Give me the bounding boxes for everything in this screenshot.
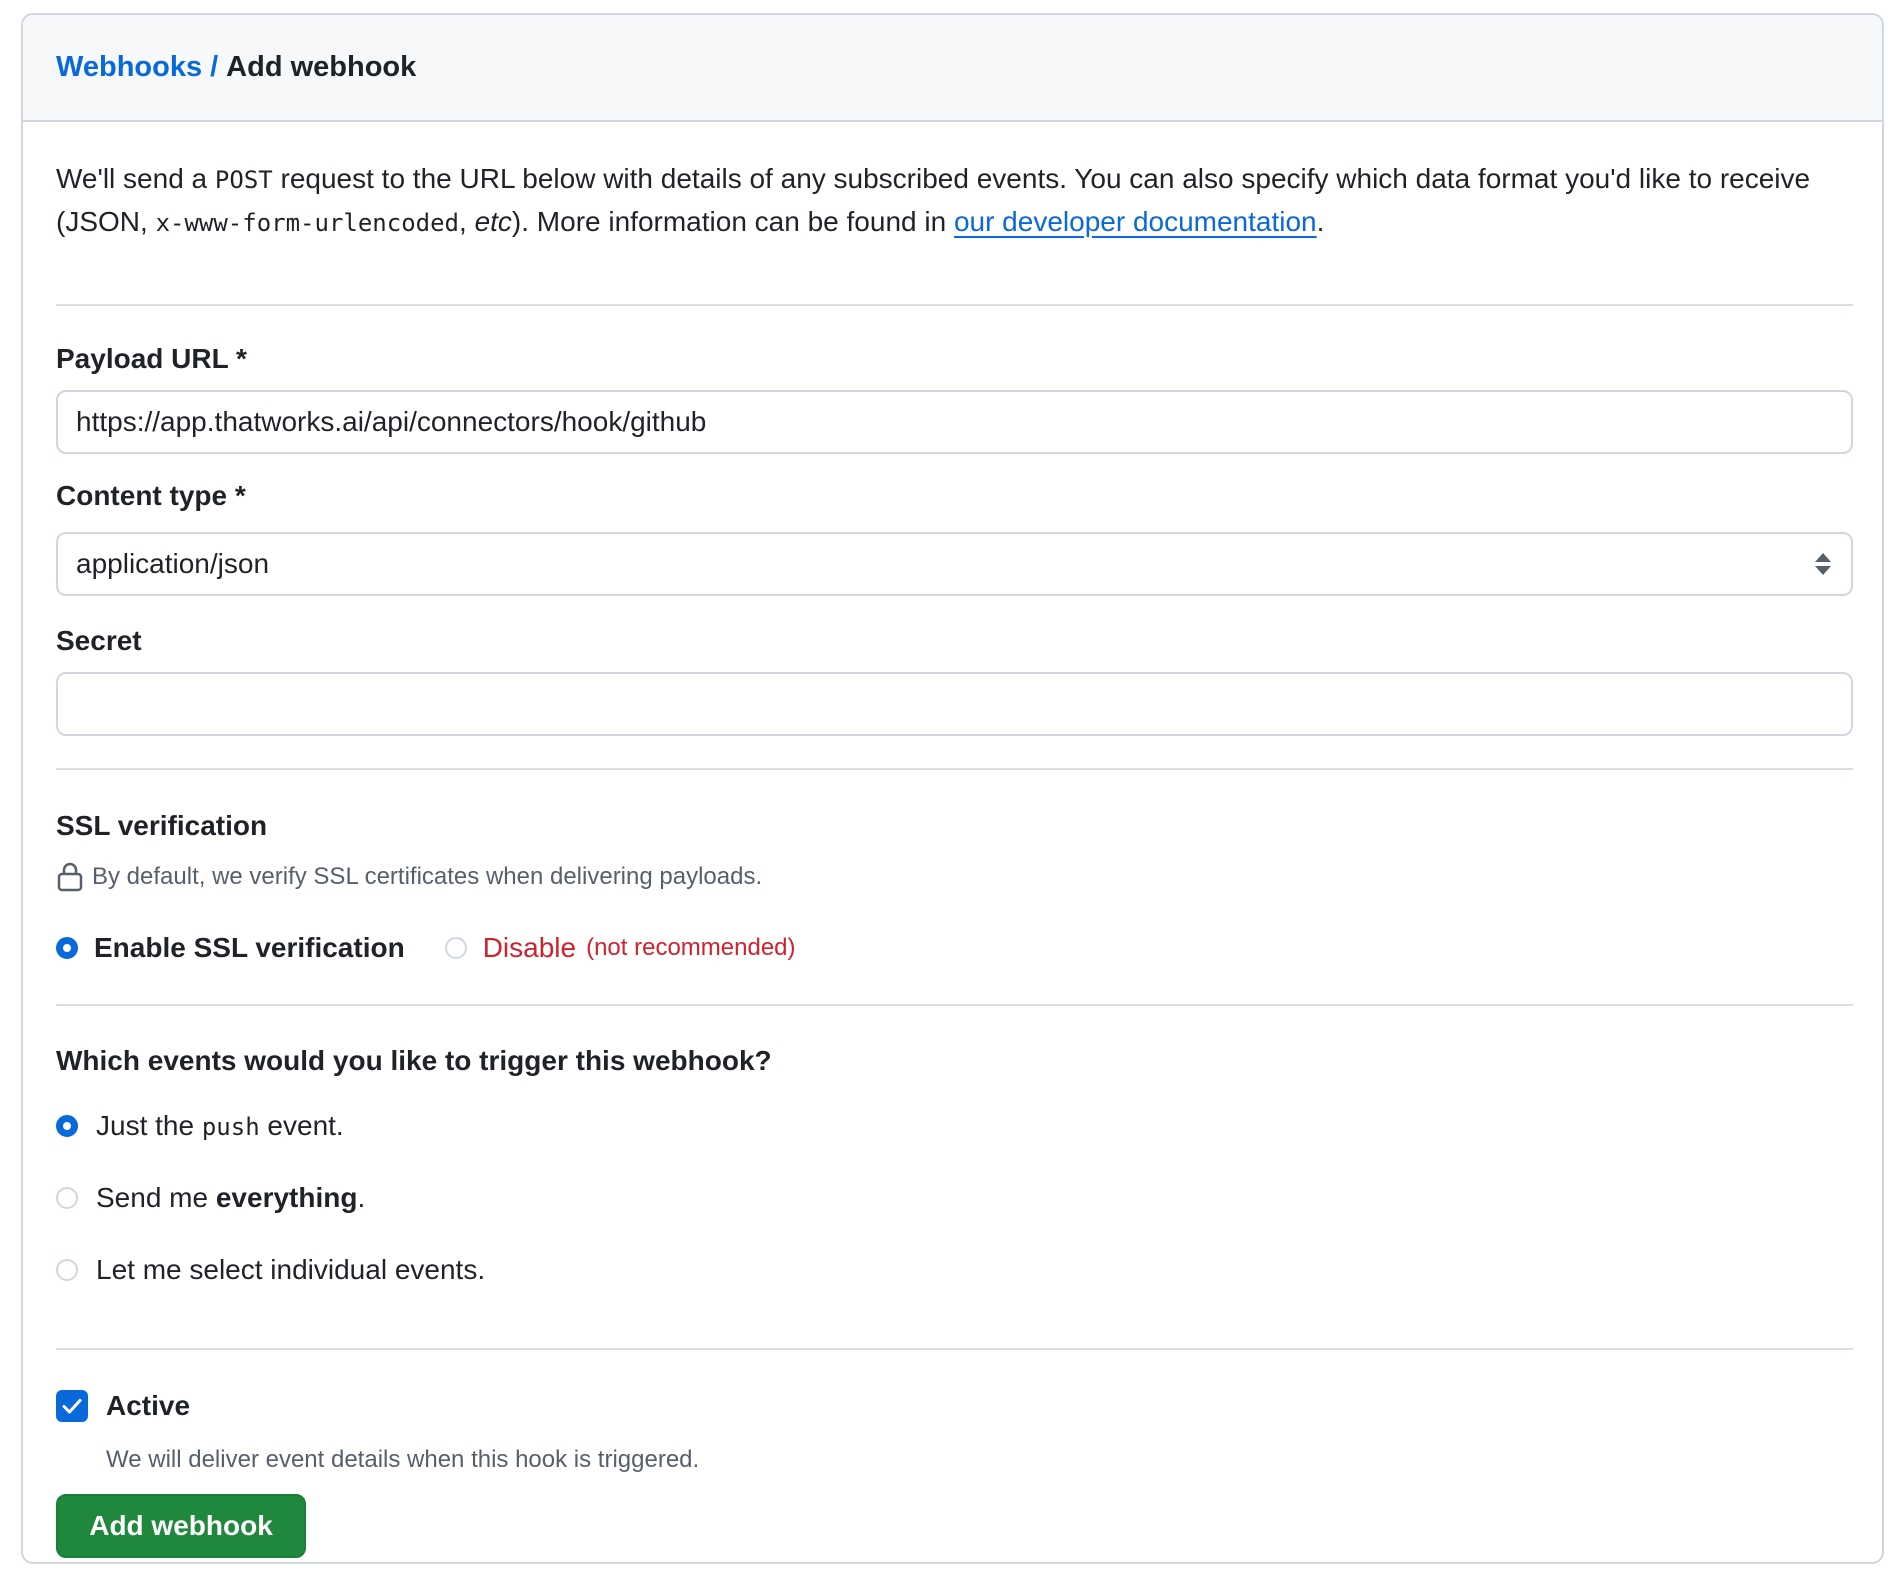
active-checkbox[interactable]: [56, 1390, 88, 1422]
ssl-verification-title: SSL verification: [56, 810, 268, 841]
intro-etc: etc: [474, 206, 512, 237]
form-body: [23, 158, 1882, 1541]
select-arrows-icon: [1813, 552, 1833, 576]
ssl-enable-radio[interactable]: [56, 937, 78, 959]
event-everything-label[interactable]: [96, 1182, 365, 1214]
ssl-enable-label[interactable]: Enable SSL verification: [94, 932, 405, 963]
intro-text-part: ). More information can be found in: [511, 206, 954, 237]
active-row[interactable]: [56, 1390, 190, 1422]
intro-code-urlencoded: x-www-form-urlencoded: [155, 209, 459, 237]
intro-text-part: request to the URL below with details of any subscribed events. You can also specify which data format you'd like to receive (JSON,: [56, 163, 1811, 237]
content-type-selected-value: application/json: [76, 548, 270, 579]
event-push-code: push: [201, 1113, 260, 1141]
page-title: Add webhook: [226, 51, 417, 83]
event-everything-bold: everything: [215, 1182, 358, 1213]
divider: [56, 304, 1853, 306]
intro-text: [56, 158, 1846, 244]
secret-input[interactable]: [56, 672, 1853, 736]
event-push-label[interactable]: [96, 1110, 344, 1142]
payload-url-input[interactable]: https://app.thatworks.ai/api/connectors/hook/github: [56, 390, 1853, 454]
events-title: Which events would you like to trigger this webhook?: [56, 1045, 772, 1076]
intro-text-part: ,: [459, 206, 475, 237]
content-type-select[interactable]: [56, 532, 1853, 596]
event-everything-text: Send me: [96, 1182, 216, 1213]
check-icon: [61, 1395, 83, 1417]
divider: [56, 1004, 1853, 1006]
event-option-individual[interactable]: [56, 1254, 485, 1286]
active-label[interactable]: Active: [106, 1390, 191, 1421]
ssl-disable-note: (not recommended): [586, 934, 796, 961]
panel-header: [23, 15, 1882, 122]
secret-label: Secret: [56, 625, 142, 656]
ssl-options-row: [56, 932, 796, 964]
ssl-description: By default, we verify SSL certificates when delivering payloads.: [92, 863, 763, 890]
event-push-text: event.: [259, 1110, 344, 1141]
active-description: We will deliver event details when this hook is triggered.: [106, 1446, 700, 1473]
add-webhook-button[interactable]: Add webhook: [56, 1494, 306, 1558]
ssl-disable-label[interactable]: Disable: [482, 932, 577, 963]
event-option-push[interactable]: [56, 1110, 344, 1142]
event-everything-text: .: [357, 1182, 366, 1213]
event-everything-radio[interactable]: [56, 1187, 78, 1209]
event-push-text: Just the: [96, 1110, 202, 1141]
event-option-everything[interactable]: [56, 1182, 365, 1214]
intro-text-part: We'll send a: [56, 163, 215, 194]
breadcrumb-webhooks-link[interactable]: Webhooks: [56, 51, 203, 83]
intro-code-post: POST: [214, 166, 273, 194]
divider: [56, 768, 1853, 770]
webhook-form-panel: [21, 13, 1884, 1564]
ssl-disable-radio[interactable]: [445, 937, 467, 959]
content-type-label: Content type *: [56, 480, 246, 511]
developer-documentation-link[interactable]: our developer documentation: [953, 206, 1317, 237]
event-individual-radio[interactable]: [56, 1259, 78, 1281]
event-individual-label[interactable]: Let me select individual events.: [96, 1254, 486, 1285]
lock-icon: [56, 861, 84, 893]
ssl-description-row: [56, 861, 762, 893]
divider: [56, 1348, 1853, 1350]
breadcrumb-separator: /: [210, 51, 219, 83]
intro-text-part: .: [1316, 206, 1325, 237]
event-push-radio[interactable]: [56, 1115, 78, 1137]
payload-url-label: Payload URL *: [56, 343, 247, 374]
